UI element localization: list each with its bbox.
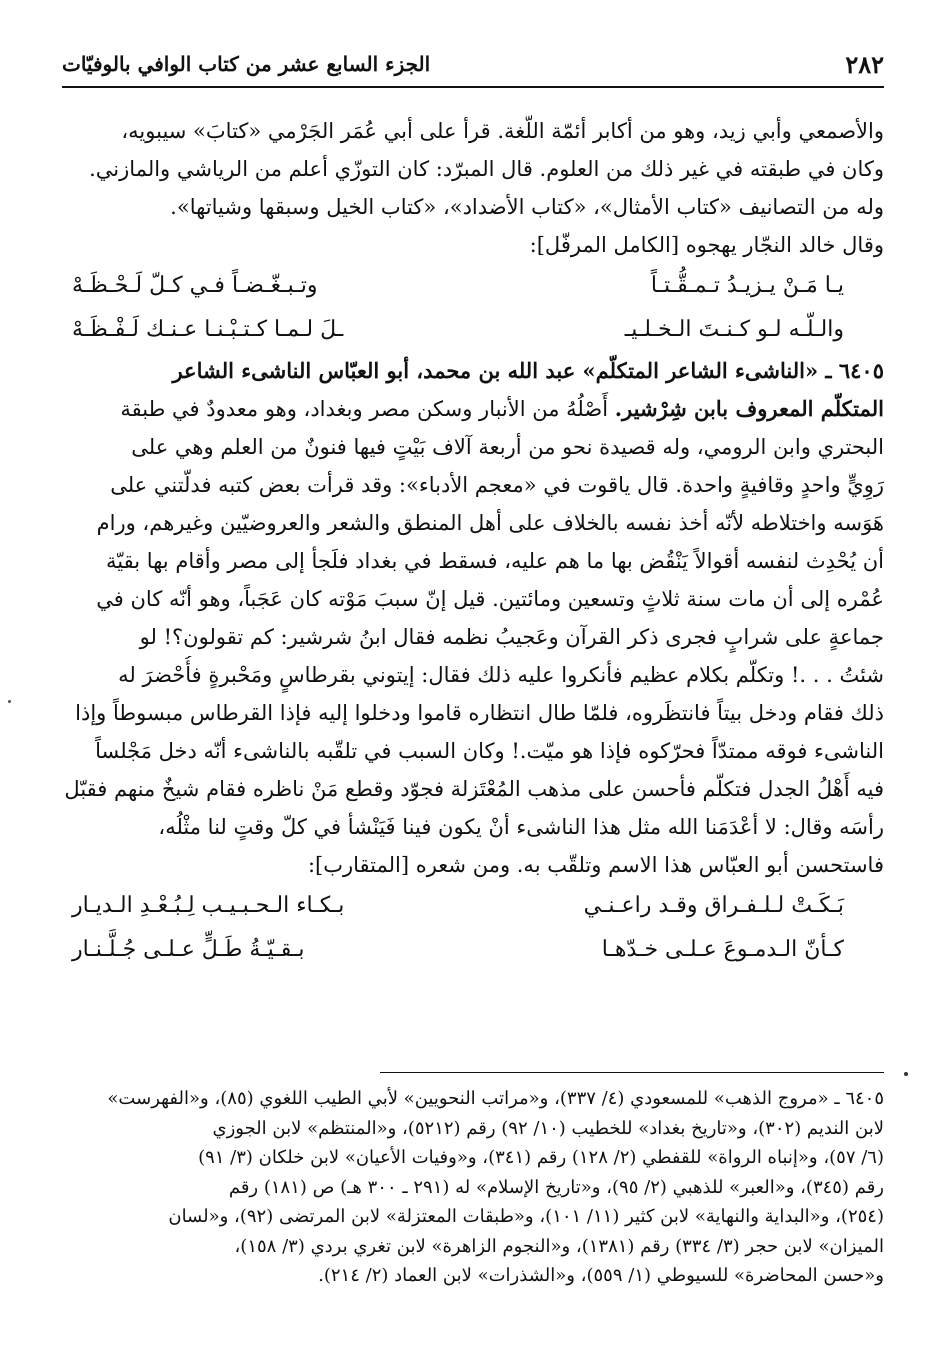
text-line: وقال خالد النجّار يهجوه [الكامل المرفّل]: <box>529 233 884 257</box>
footnote-line: رقم (٣٤٥)، و«العبر» للذهبي (٢/ ٩٥)، و«تاريخ الإسلام» له (٢٩١ ـ ٣٠٠ هـ) ص (١٨١) رقم <box>228 1176 884 1198</box>
text-line: ذلك فقام ودخل بيتاً فانتظَروه، فلمّا طال انتظاره قاموا ودخلوا إليه فإذا القرطاس مبسوطاً وإذا <box>75 701 884 725</box>
text-line: عُمْره إلى أن مات سنة ثلاثٍ وتسعين ومائتين. قيل إنّ سببَ مَوْته كان عَجَباً، وهو أنّه كان في <box>96 587 884 611</box>
verse-line <box>62 264 884 308</box>
footnote-line: ٦٤٠٥ ـ «مروج الذهب» للمسعودي (٤/ ٣٣٧)، و«مراتب النحويين» لأبي الطيب اللغوي (٨٥)، و«الفهرست» <box>107 1088 884 1109</box>
entry-text: أَصْلُهُ من الأنبار وسكن مصر وبغداد، وهو معدودٌ في طبقة <box>120 397 615 421</box>
entry-name-continued: المتكلّم المعروف بابن شِرْشير. <box>614 396 884 421</box>
verse-first-hemistich: يـا مَـنْ يـزيـدُ تـمـقُّـتـاً <box>650 273 844 298</box>
verse-second-hemistich: ـلَ لـمـا كـتـبْـنـا عـنـك لَـفْـظَـهْ <box>72 317 344 342</box>
verse-second-hemistich: وتـبـغّـضـاً فـي كـلّ لَـحْـظَـهْ <box>72 273 318 298</box>
text-line: رَوِيٍّ واحدٍ وقافيةٍ واحدة. قال ياقوت في «معجم الأدباء»: وقد قرأت بعض كتبه فدلّتني على <box>110 473 884 497</box>
footnote-line: (٦/ ٥٧)، و«إنباه الرواة» للقفطي (٢/ ١٢٨) رقم (٣٤١)، و«وفيات الأعيان» لابن خلكان (٣/ ٩١) <box>198 1147 884 1168</box>
verse-second-hemistich: بـقـيّـةُ طَـلٍّ عـلـى جُـلَّـنـار <box>72 937 305 962</box>
text-line: فيه أَهْلُ الجدل فتكلّم فأحسن على مذهب المُعْتَزلة فجوّد وقطع مَنْ ناظره فقام شيخٌ منهم فقبّل <box>64 777 884 801</box>
footnote-divider <box>380 1072 884 1073</box>
entry-heading <box>62 352 884 390</box>
verse-first-hemistich: بَـكَـتْ لـلـفـراق وقـد راعـنـي <box>583 893 844 918</box>
verse-line <box>62 884 884 928</box>
page-header <box>62 46 884 88</box>
footnote-line: الميزان» لابن حجر (٣/ ٣٣٤) رقم (١٣٨١)، و«النجوم الزاهرة» لابن تغري بردي (٣/ ١٥٨)، <box>234 1235 884 1257</box>
main-text <box>62 112 884 972</box>
text-line: وله من التصانيف «كتاب الأمثال»، «كتاب الأضداد»، «كتاب الخيل وسبقها وشياتها». <box>170 195 884 219</box>
verse-second-hemistich: بـكـاء الـحـبـيـب لِـبُـعْـدِ الـديـار <box>72 893 345 918</box>
footnote-line: (٢٥٤)، و«البداية والنهاية» لابن كثير (١١/ ١٠١)، و«طبقات المعتزلة» لابن المرتضى (٩٢)، و«لسان <box>168 1206 884 1227</box>
text-line: وكان في طبقته في غير ذلك من العلوم. قال المبرّد: كان التوزّي أعلم من الرياشي والمازني. <box>89 157 884 181</box>
verse-line <box>62 308 884 352</box>
text-line: هَوَسه واختلاطه لأنّه أخذ نفسه بالخلاف على أهل المنطق والشعر والعروضيّين وغيرهم، ورام <box>96 511 884 535</box>
text-line: جماعةٍ على شرابٍ فجرى ذكر القرآن وعَجيبُ نظمه فقال ابنُ شرشير: كم تقولون؟! لو <box>139 625 884 649</box>
text-line: والأصمعي وأبي زيد، وهو من أكابر أئمّة اللّغة. قرأ على أبي عُمَر الجَرْمي «كتابَ» سيبويه، <box>121 119 884 143</box>
text-line: أن يُحْدِث لنفسه أقوالاً يَنْقُض بها ما هم عليه، فسقط في بغداد فلَجأ إلى مصر وأقام بها بقيّة <box>105 549 884 573</box>
entry-number: ٦٤٠٥ ـ <box>825 358 884 383</box>
text-line: الناشىء فوقه ممتدّاً فحرّكوه فإذا هو ميّت.! وكان السبب في تلقّبه بالناشىء أنّه دخل مَجْلساً <box>95 739 884 763</box>
page-number: ٢٨٢ <box>845 50 884 79</box>
running-title: الجزء السابع عشر من كتاب الوافي بالوفيّات <box>62 52 431 76</box>
text-line: البحتري وابن الرومي، وله قصيدة نحو من أربعة آلاف بَيْتٍ فيها فنونٌ من العلم وهي على <box>131 435 884 459</box>
footnote-line: و«حسن المحاضرة» للسيوطي (١/ ٥٥٩)، و«الشذرات» لابن العماد (٢/ ٢١٤). <box>318 1265 884 1286</box>
text-line: فاستحسن أبو العبّاس هذا الاسم وتلقّب به. ومن شعره [المتقارب]: <box>307 853 884 877</box>
verse-first-hemistich: والـلّـه لـو كـنـتَ الـخـلـيـ <box>624 317 844 342</box>
verse-first-hemistich: كـأنّ الـدمـوعَ عـلـى خـدّهـا <box>601 937 844 962</box>
entry-name: «الناشىء الشاعر المتكلّم» عبد الله بن محمد، أبو العبّاس الناشىء الشاعر <box>172 358 819 383</box>
margin-mark <box>904 1072 908 1076</box>
text-line <box>62 390 884 428</box>
verse-line <box>62 928 884 972</box>
footnotes <box>62 1084 884 1291</box>
text-line: شئتُ . . .! وتكلّم بكلام عظيم فأنكروا عليه ذلك فقال: إيتوني بقرطاسٍ ومَحْبرةٍ فأُحْضرَ له <box>118 663 884 687</box>
text-line: رأسَه وقال: لا أعْدَمَنا الله مثل هذا الناشىء أنْ يكون فينا فَيَنْشأ في كلّ وقتٍ لنا مثْلُه، <box>158 815 884 839</box>
footnote-line: لابن النديم (٣٠٢)، و«تاريخ بغداد» للخطيب (١٠/ ٩٢) رقم (٥٢١٢)، و«المنتظم» لابن الجوزي <box>212 1117 884 1139</box>
margin-mark <box>8 700 11 703</box>
